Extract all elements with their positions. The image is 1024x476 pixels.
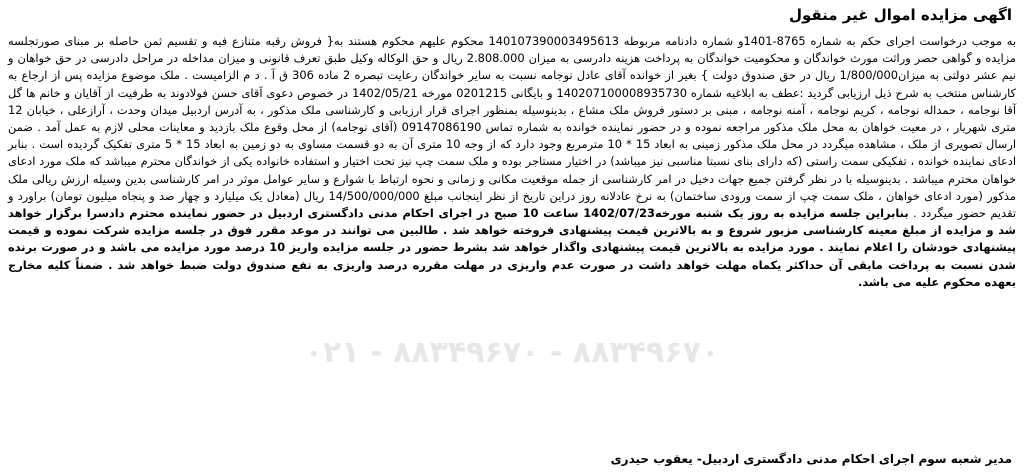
announcement-bold-text: بنابراین جلسه مزایده به روز یک شنبه مورخه1402/07/23 ساعت 10 صبح در اجرای احکام مدنی دادگستری اردبیل در حضور نماینده محترم دادسرا برگزار خواهد شد و مزایده از مبلغ معینه کارشناسی مزبور شروع و به بالاترین قیمت پیشنهادی فروخته خواهد شد . طالبین می توانند در موعد مقرر فوق در جلسه مزایده شرکت نموده و قیمت پیشنهادی خودشان را اعلام نمایند . مورد مزایده به بالاترین قیمت پیشنهادی واگذار خواهد شد بشرط حضور در جلسه مزایده واریز 10 درصد مورد مزایده می باشد و در صورت برنده شدن نسبت به پرداخت مابقی آن حداکثر یکماه مهلت خواهد داشت در صورت عدم واریزی در مهلت مقرره درصد واریزی به نفع صندوق دولت ضبط خواهد شد . ضمناً کلیه مخارج بعهده محکوم علیه می باشد. <box>8 206 1017 289</box>
announcement-regular-text: به موجب درخواست اجرای حکم به شماره 8765-1401و شماره دادنامه مربوطه 140107390003495613 محکوم علیهم محکوم هستند به{ فروش رقبه متنازع فیه و تقسیم ثمن حاصله بر مبنای صورتجلسه مزایده و گواهی حصر وراثت مورث خواندگان و محکومیت خواندگان به پرداخت هزینه دادرسی به میزان 2.808.000 ریال و حق الوکاله وکیل طبق تعرف قانونی و میزان مداخله در مراحل دادرسی در حق خواهان و نیم عشر دولتی به میزان1/800/000 ریال در حق صندوق دولت } بغیر از خوانده آقای عادل نوجامه نسبت به سایر خواندگان رعایت تبصره 2 ماده 306 ق آ . د م الزامیست . ملک موضوع مزایده پس از ارجاع به کارشناس منتخب به شرح ذیل ارزیابی گردید :عطف به ابلاغیه شماره 140207100008935730 و بایگانی 0201215 مورخه 1402/05/21 در خصوص دعوی آقای حسن فولادوند به طرفیت از آقایان و خانم ها گل آقا نوجامه ، حمداله نوجامه ، کریم نوجامه ، آمنه نوجامه ، مبنی بر دستور فروش ملک مشاع ، بدینوسیله بمنظور اجرای قرار ارزیابی و کارشناسی ملک مذکور ، به آدرس اردبیل میدان وحدت ، آرازعلی ، خیابان 12 متری شهریار ، در معیت خواهان به محل ملک مذکور مراجعه نموده و در حضور نماینده خوانده به شماره تماس 09147086190 (آقای نوجامه) از محل وقوع ملک بازدید و معاینات محلی لازم به عمل آمد . ضمن ارسال تصویری از ملک ، مشاهده میگردد در محل ملک مذکور زمینی به ابعاد 15 * 10 مترمربع وجود دارد که از وجه 10 متری آن به دو قسمت مساوی به دو زمین به ابعاد 15 * 5 متری تفکیک گردیده است . بنابر ادعای نماینده خوانده ، تفکیکی سمت راستی (که دارای بنای نسبتا مناسبی نیز میباشد) در اختیار مستاجر بوده و ملک سمت چپ نیز تحت اختیار و استفاده خانواده یکی از خواندگان محترم میباشد که ملک مورد ادعای خواهان محترم میباشد . بدینوسیله با در نظر گرفتن جمیع جهات دخیل در امر کارشناسی از جمله موقعیت مکانی و زمانی و نحوه ارتباط با شوارع و سایر عوامل موثر در امر کارشناسی بدین وسیله ارزش ریالی ملک مذکور (مورد ادعای خواهان ، ملک سمت چپ از سمت ورودی ساختمان) به نرخ عادلانه روز دراین تاریخ از نظر اینجانب مبلغ 14/500/000/000 ریال (معادل یک میلیارد و چهار صد و پنجاه میلیون تومان) براورد و تقدیم حضور میگردد . <box>8 34 1017 221</box>
announcement-paragraph <box>8 33 1016 291</box>
announcement-body <box>8 33 1016 291</box>
phone-watermark: ۰۲۱ - ۸۸۳۴۹۶۷۰ - ۸۸۳۴۹۶۷۰ <box>304 335 720 370</box>
page-title: اگهی مزایده اموال غیر منقول <box>788 6 1012 24</box>
signature-line: مدیر شعبه سوم اجرای احکام مدنی دادگستری اردبیل- یعقوب حیدری <box>610 452 1012 466</box>
